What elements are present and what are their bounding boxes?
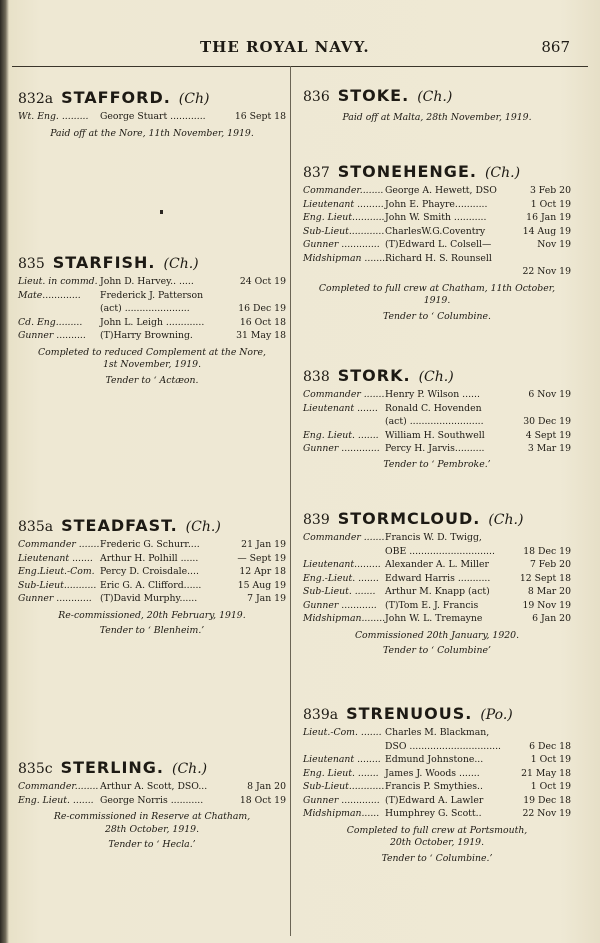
appointment-date: 6 Jan 20 bbox=[532, 613, 571, 624]
officer-name: (T)Edward A. Lawler bbox=[385, 794, 484, 806]
header-rule bbox=[12, 66, 588, 67]
ship-name: STORK. bbox=[337, 366, 411, 385]
officer-rank: Lieutenant......... bbox=[303, 559, 381, 570]
page-number: 867 bbox=[541, 38, 570, 56]
appointment-date: 12 Apr 18 bbox=[239, 566, 286, 577]
officer-rank: Commander ....... bbox=[303, 389, 385, 400]
officer-name: Francis P. Smythies.. bbox=[385, 781, 483, 792]
officer-rank: Gunner ............ bbox=[303, 599, 377, 611]
officer-row bbox=[303, 572, 571, 586]
officer-name: OBE ............................. bbox=[385, 545, 495, 557]
ship-status-note bbox=[303, 112, 571, 125]
appointment-date: 12 Sept 18 bbox=[519, 572, 571, 584]
ship-number: 839 bbox=[303, 512, 330, 528]
status-note-line: 28th October, 1919. bbox=[104, 823, 200, 835]
officer-name: Percy D. Croisdale.... bbox=[100, 566, 199, 577]
officer-row bbox=[18, 329, 286, 343]
ship-class: (Ch.) bbox=[172, 761, 208, 777]
appointment-date: 7 Feb 20 bbox=[529, 559, 571, 570]
status-note-line: 1919. bbox=[423, 295, 451, 306]
tender-note: Tender to ‘ Pembroke.’ bbox=[383, 458, 491, 470]
ship-entry-stoke bbox=[303, 86, 571, 125]
status-note-line: Commissioned 20th January, 1920. bbox=[354, 629, 520, 641]
officer-row bbox=[303, 767, 571, 781]
officer-row bbox=[18, 592, 286, 606]
officer-row bbox=[303, 415, 571, 429]
officer-row bbox=[303, 238, 571, 252]
officer-rank: Gunner ............ bbox=[18, 593, 92, 604]
officer-row bbox=[303, 612, 571, 626]
officer-name: John D. Harvey.. ..... bbox=[100, 276, 194, 287]
officer-row bbox=[303, 442, 571, 456]
officer-name: CharlesW.G.Coventry bbox=[385, 225, 486, 237]
ship-status-note bbox=[18, 128, 286, 141]
ship-number: 835 bbox=[18, 256, 45, 272]
ship-number: 839a bbox=[303, 707, 339, 723]
ship-number: 832a bbox=[18, 91, 54, 107]
appointment-date: 18 Dec 19 bbox=[523, 545, 571, 557]
status-note-line: Paid off at the Nore, 11th November, 1919. bbox=[50, 127, 254, 139]
officer-row bbox=[303, 585, 571, 599]
officer-rank: Eng. Lieut. ....... bbox=[18, 794, 94, 806]
officer-rank: Commander ....... bbox=[303, 532, 385, 543]
officer-row bbox=[18, 579, 286, 593]
tender-note: Tender to ‘ Actæon. bbox=[105, 374, 199, 386]
officer-rank: Lieutenant ....... bbox=[303, 402, 378, 414]
officer-row bbox=[303, 545, 571, 559]
page-title: THE ROYAL NAVY. bbox=[200, 38, 370, 56]
officer-name: George Stuart ............ bbox=[100, 111, 206, 122]
status-note-line: 1st November, 1919. bbox=[102, 359, 202, 370]
ship-class: (Ch.) bbox=[185, 519, 221, 535]
appointment-date: 21 Jan 19 bbox=[241, 539, 286, 550]
officer-name: Alexander A. L. Miller bbox=[385, 559, 489, 570]
ship-heading bbox=[303, 704, 571, 726]
officer-rank: Gunner ............. bbox=[303, 794, 380, 806]
officer-name: Eric G. A. Clifford...... bbox=[100, 579, 202, 591]
officer-row bbox=[303, 726, 571, 740]
officer-name: Francis W. D. Twigg, bbox=[385, 532, 482, 543]
ship-entry-strenuous bbox=[303, 704, 571, 865]
officer-name: (act) ......................... bbox=[385, 416, 484, 427]
ship-entry-stafford bbox=[18, 88, 286, 140]
page-header bbox=[0, 38, 600, 58]
officer-rank: Midshipman........ bbox=[303, 613, 386, 624]
officer-rank: Midshipman ........ bbox=[303, 252, 389, 264]
officer-row bbox=[18, 780, 286, 794]
tender-note: Tender to ‘ Blenheim.’ bbox=[99, 625, 205, 636]
status-note-line: Re-commissioned in Reserve at Chatham, bbox=[53, 811, 251, 822]
status-note-line: Completed to reduced Complement at the Nore, bbox=[38, 346, 266, 358]
column-divider bbox=[290, 66, 291, 936]
officer-row bbox=[303, 531, 571, 545]
officer-name: George A. Hewett, DSO bbox=[385, 185, 497, 196]
tender-note: Tender to ‘ Hecla.’ bbox=[108, 839, 196, 850]
officer-rank: Commander ....... bbox=[18, 539, 100, 550]
ship-class: (Po.) bbox=[480, 707, 513, 723]
ship-class: (Ch) bbox=[178, 91, 210, 107]
appointment-date: 18 Oct 19 bbox=[239, 794, 286, 806]
ship-name: STORMCLOUD. bbox=[337, 509, 481, 528]
appointment-date: 16 Jan 19 bbox=[526, 212, 571, 223]
ship-entry-steadfast bbox=[18, 516, 286, 637]
ship-heading bbox=[303, 162, 571, 184]
officer-row bbox=[303, 807, 571, 821]
ship-number: 838 bbox=[303, 369, 330, 385]
ship-class: (Ch.) bbox=[163, 256, 199, 272]
appointment-date: 22 Nov 19 bbox=[522, 808, 571, 819]
officer-rank: Sub-Lieut........... bbox=[18, 579, 97, 591]
appointment-date: 4 Sept 19 bbox=[525, 429, 571, 441]
appointment-date: 6 Dec 18 bbox=[529, 740, 571, 752]
ship-number: 835a bbox=[18, 519, 54, 535]
officer-row bbox=[303, 402, 571, 416]
status-note-line: 20th October, 1919. bbox=[389, 837, 485, 848]
officer-row bbox=[303, 265, 571, 279]
officer-rank: Cd. Eng......... bbox=[18, 316, 83, 328]
officer-row bbox=[303, 740, 571, 754]
ink-speck bbox=[160, 210, 163, 214]
officer-row bbox=[18, 110, 286, 124]
officer-row bbox=[18, 565, 286, 579]
ship-heading bbox=[18, 253, 286, 275]
officer-row bbox=[303, 225, 571, 239]
officer-row bbox=[18, 275, 286, 289]
officer-name: DSO ............................... bbox=[385, 740, 502, 752]
officer-rank: Lieutenant ......... bbox=[303, 198, 384, 210]
appointment-date: Nov 19 bbox=[537, 239, 571, 250]
ship-name: STERLING. bbox=[60, 758, 164, 777]
ship-status-note bbox=[303, 283, 571, 308]
officer-name: Richard H. S. Rounsell bbox=[385, 252, 492, 264]
ship-number: 835c bbox=[18, 761, 53, 777]
ship-class: (Ch.) bbox=[418, 369, 454, 385]
ship-name: STAFFORD. bbox=[61, 88, 171, 107]
tender-note: Tender to ‘ Columbine’ bbox=[383, 645, 491, 656]
officer-name: Percy H. Jarvis.......... bbox=[385, 443, 485, 454]
ship-status-note bbox=[18, 610, 286, 623]
ship-status-note bbox=[303, 825, 571, 850]
ship-status-note bbox=[18, 347, 286, 372]
officer-name: John L. Leigh ............. bbox=[100, 316, 205, 328]
officer-rank: Wt. Eng. ......... bbox=[18, 111, 89, 122]
officer-row bbox=[303, 599, 571, 613]
appointment-date: 1 Oct 19 bbox=[530, 781, 571, 792]
officer-rank: Midshipman...... bbox=[303, 808, 380, 819]
officer-name: (T)Harry Browning. bbox=[100, 330, 193, 341]
officer-rank: Gunner .......... bbox=[18, 330, 86, 341]
appointment-date: 1 Oct 19 bbox=[530, 198, 571, 210]
ship-number: 836 bbox=[303, 89, 330, 105]
ship-entry-stormcloud bbox=[303, 509, 571, 657]
officer-name: Humphrey G. Scott.. bbox=[385, 808, 482, 819]
ship-class: (Ch.) bbox=[484, 165, 521, 181]
appointment-date: 6 Nov 19 bbox=[528, 389, 571, 400]
appointment-date: 30 Dec 19 bbox=[523, 416, 571, 427]
officer-row bbox=[303, 429, 571, 443]
officer-rank: Eng.-Lieut. ....... bbox=[303, 572, 379, 584]
ship-name: STONEHENGE. bbox=[337, 162, 477, 181]
officer-row bbox=[18, 289, 286, 303]
officer-rank: Gunner ............. bbox=[303, 443, 380, 454]
ship-name: STARFISH. bbox=[52, 253, 156, 272]
binding-shadow bbox=[0, 0, 9, 943]
officer-row bbox=[303, 753, 571, 767]
ship-entry-stonehenge bbox=[303, 162, 571, 323]
officer-rank: Gunner ............. bbox=[303, 239, 380, 250]
officer-name: (T)David Murphy...... bbox=[100, 593, 198, 604]
officer-name: Ronald C. Hovenden bbox=[385, 402, 482, 414]
status-note-line: Re-commissioned, 20th February, 1919. bbox=[58, 609, 246, 621]
ship-entry-starfish bbox=[18, 253, 286, 387]
officer-rank: Eng. Lieut. ....... bbox=[303, 767, 379, 779]
appointment-date: 1 Oct 19 bbox=[530, 754, 571, 765]
officer-row bbox=[303, 794, 571, 808]
officer-rank: Sub-Lieut............ bbox=[303, 781, 385, 792]
officer-rank: Mate............. bbox=[18, 289, 81, 301]
ship-name: STRENUOUS. bbox=[346, 704, 473, 723]
officer-row bbox=[18, 552, 286, 566]
tender-note: Tender to ‘ Columbine.’ bbox=[381, 852, 493, 864]
officer-row bbox=[303, 558, 571, 572]
ship-heading bbox=[303, 509, 571, 531]
ship-status-note bbox=[18, 811, 286, 836]
officer-name: (act) ...................... bbox=[100, 303, 190, 314]
appointment-date: 16 Dec 19 bbox=[238, 303, 286, 314]
officer-name: (T)Tom E. J. Francis bbox=[385, 599, 479, 611]
tender-note: Tender to ‘ Columbine. bbox=[383, 310, 491, 322]
ship-class: (Ch.) bbox=[488, 512, 524, 528]
ship-heading bbox=[303, 366, 571, 388]
officer-name: William H. Southwell bbox=[385, 429, 485, 441]
appointment-date: 16 Oct 18 bbox=[239, 316, 286, 328]
officer-name: Frederic G. Schurr.... bbox=[100, 539, 200, 550]
ship-entry-stork bbox=[303, 366, 571, 471]
officer-rank: Commander........ bbox=[18, 781, 99, 792]
officer-name: Arthur H. Polhill ...... bbox=[100, 552, 199, 564]
officer-row bbox=[18, 794, 286, 808]
ship-heading bbox=[18, 516, 286, 538]
officer-row bbox=[18, 538, 286, 552]
ship-number: 837 bbox=[303, 165, 330, 181]
officer-name: John W. L. Tremayne bbox=[385, 613, 483, 624]
status-note-line: Completed to full crew at Chatham, 11th October, bbox=[318, 282, 556, 294]
officer-name: Charles M. Blackman, bbox=[385, 727, 490, 738]
officer-rank: Lieutenant ........ bbox=[303, 754, 381, 765]
appointment-date: 16 Sept 18 bbox=[234, 111, 286, 122]
officer-rank: Eng. Lieut. ....... bbox=[303, 429, 379, 441]
officer-row bbox=[18, 302, 286, 316]
status-note-line: Completed to full crew at Portsmouth, bbox=[346, 824, 528, 836]
officer-row bbox=[303, 198, 571, 212]
officer-name: Edmund Johnstone... bbox=[385, 754, 484, 765]
officer-name: George Norris ........... bbox=[100, 794, 204, 806]
appointment-date: 24 Oct 19 bbox=[239, 276, 286, 287]
ship-name: STEADFAST. bbox=[61, 516, 178, 535]
appointment-date: 22 Nov 19 bbox=[522, 266, 571, 277]
appointment-date: 19 Dec 18 bbox=[523, 794, 571, 806]
officer-name: Edward Harris ........... bbox=[385, 572, 491, 584]
officer-rank: Sub-Lieut............ bbox=[303, 225, 385, 237]
officer-rank: Lieutenant ....... bbox=[18, 552, 93, 564]
officer-name: John E. Phayre........... bbox=[385, 198, 488, 210]
appointment-date: — Sept 19 bbox=[237, 552, 286, 564]
officer-row bbox=[18, 316, 286, 330]
officer-rank: Lieut.-Com. ....... bbox=[303, 727, 382, 738]
ship-heading bbox=[18, 88, 286, 110]
appointment-date: 8 Mar 20 bbox=[527, 586, 571, 597]
ship-entry-sterling bbox=[18, 758, 286, 851]
officer-name: Arthur M. Knapp (act) bbox=[385, 586, 490, 597]
ship-heading bbox=[18, 758, 286, 780]
officer-name: James J. Woods ....... bbox=[385, 767, 480, 779]
appointment-date: 7 Jan 19 bbox=[247, 593, 286, 604]
officer-rank: Sub-Lieut. ....... bbox=[303, 586, 376, 597]
appointment-date: 14 Aug 19 bbox=[522, 225, 571, 237]
officer-name: (T)Edward L. Colsell— bbox=[385, 239, 492, 250]
officer-row bbox=[303, 211, 571, 225]
appointment-date: 19 Nov 19 bbox=[522, 599, 571, 611]
ship-heading bbox=[303, 86, 571, 108]
officer-name: Henry P. Wilson ...... bbox=[385, 389, 480, 400]
appointment-date: 3 Feb 20 bbox=[529, 185, 571, 196]
officer-rank: Commander........ bbox=[303, 185, 384, 196]
appointment-date: 3 Mar 19 bbox=[527, 443, 571, 454]
appointment-date: 21 May 18 bbox=[521, 767, 571, 779]
status-note-line: Paid off at Malta, 28th November, 1919. bbox=[342, 112, 532, 123]
appointment-date: 31 May 18 bbox=[236, 330, 286, 341]
officer-name: John W. Smith ........... bbox=[385, 212, 487, 223]
officer-row bbox=[303, 252, 571, 266]
officer-rank: Eng.Lieut.-Com. bbox=[18, 566, 95, 577]
officer-rank: Lieut. in commd. bbox=[18, 276, 98, 287]
appointment-date: 8 Jan 20 bbox=[247, 781, 286, 792]
officer-rank: Eng. Lieut........... bbox=[303, 212, 385, 223]
officer-row bbox=[303, 184, 571, 198]
ship-status-note bbox=[303, 630, 571, 643]
ship-class: (Ch.) bbox=[417, 89, 453, 105]
ship-name: STOKE. bbox=[337, 86, 410, 105]
officer-name: Frederick J. Patterson bbox=[100, 289, 204, 301]
officer-row bbox=[303, 780, 571, 794]
appointment-date: 15 Aug 19 bbox=[237, 579, 286, 591]
officer-row bbox=[303, 388, 571, 402]
officer-name: Arthur A. Scott, DSO... bbox=[100, 781, 208, 792]
